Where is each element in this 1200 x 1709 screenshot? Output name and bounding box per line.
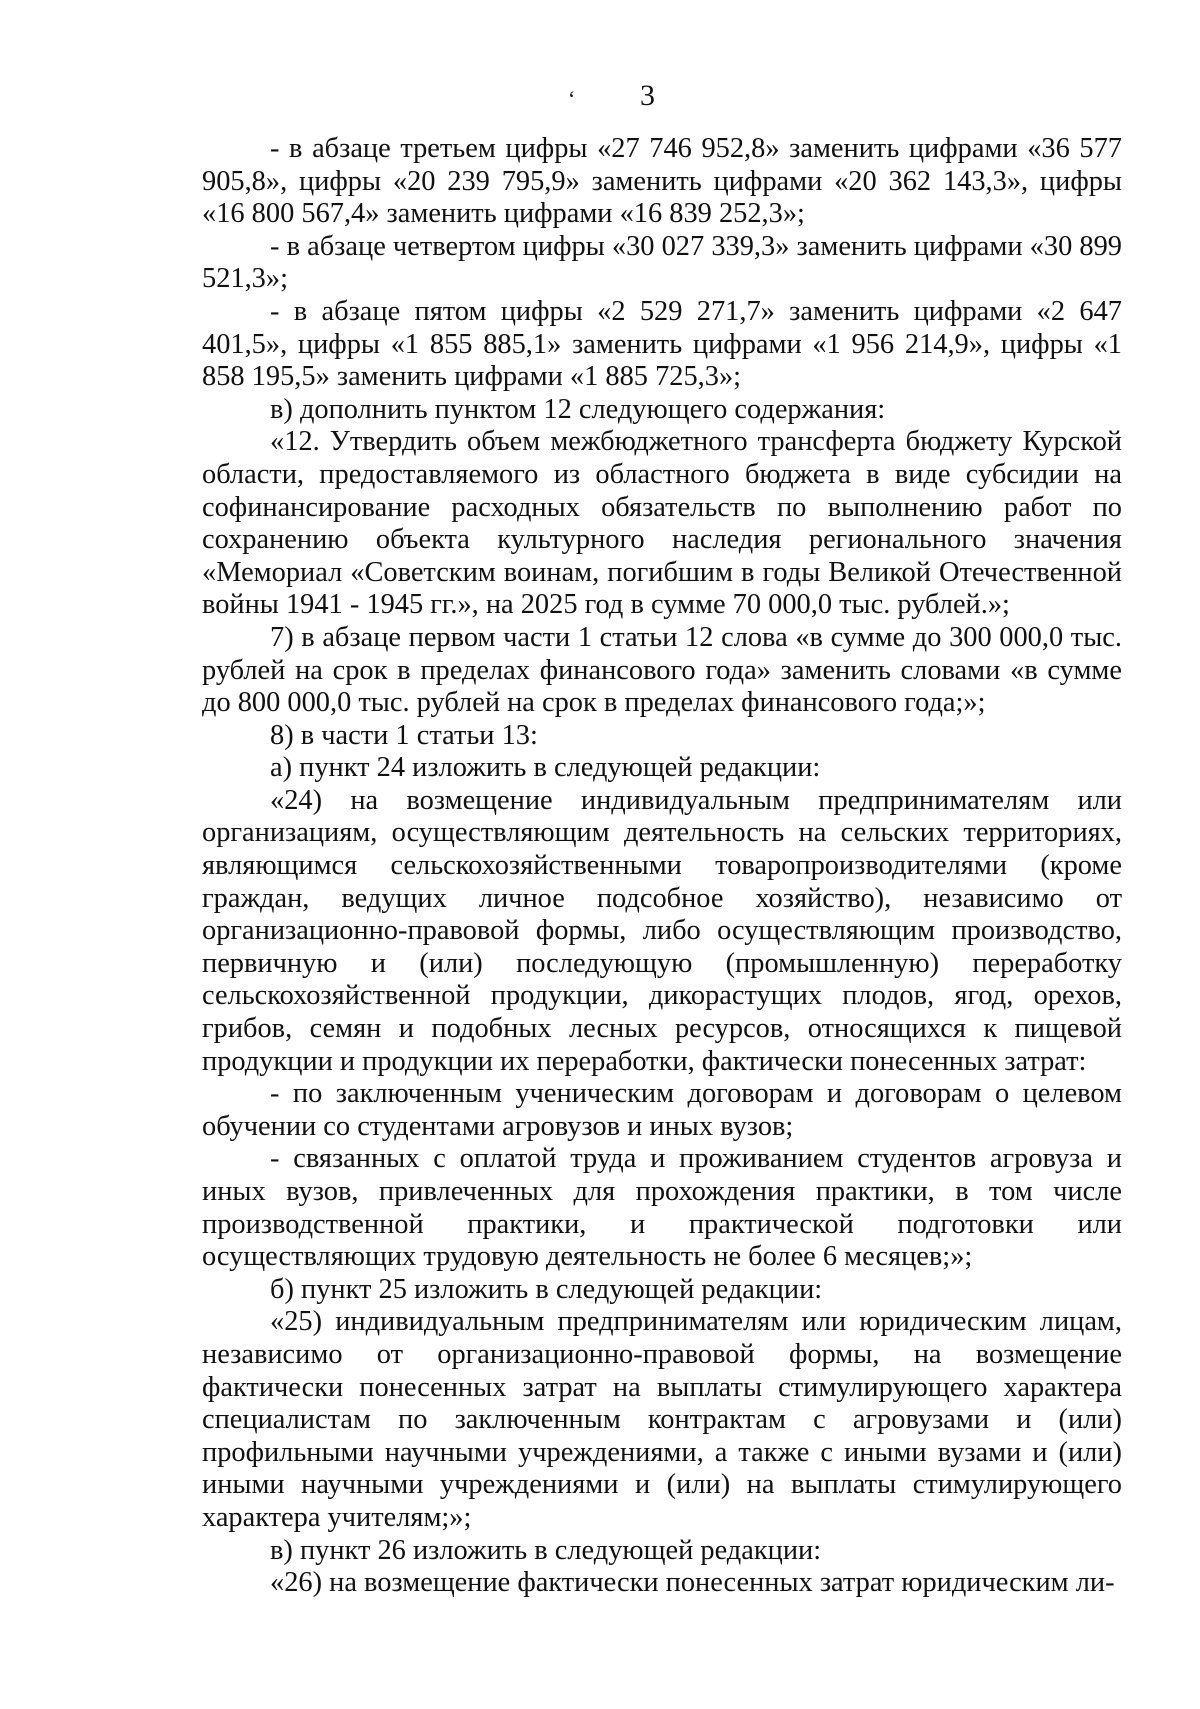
document-body [202, 133, 1122, 1600]
paragraph: 7) в абзаце первом части 1 статьи 12 слова «в сумме до 300 000,0 тыс. рублей на срок в пределах финансового года» заменить словами «в сумме до 800 000,0 тыс. рублей на срок в пределах финансового года;»; [202, 621, 1122, 719]
paragraph: а) пункт 24 изложить в следующей редакции: [270, 752, 821, 784]
paragraph: - в абзаце пятом цифры «2 529 271,7» заменить цифрами «2 647 401,5», цифры «1 855 885,1» заменить цифрами «1 956 214,9», цифры «1 858 195,5» заменить цифрами «1 885 725,3»; [202, 295, 1122, 393]
paragraph: «24) на возмещение индивидуальным предпринимателям или организациям, осуществляющим деятельность на сельских территориях, являющимся сельскохозяйственными товаропроизводителями (кроме граждан, ведущих личное подсобное хозяйство), независимо от организационно-правовой формы, либо осуществляющим производство, первичную и (или) последующую (промышленную) переработку сельскохозяйственной продукции, дикорастущих плодов, ягод, орехов, грибов, семян и подобных лесных ресурсов, относящихся к пищевой продукции и продукции их переработки, фактически понесенных затрат: [202, 784, 1122, 1077]
paragraph: «12. Утвердить объем межбюджетного трансферта бюджету Курской области, предоставляемого из областного бюджета в виде субсидии на софинансирование расходных обязательств по выполнению работ по сохранению объекта культурного наследия регионального значения «Мемориал «Советским воинам, погибшим в годы Великой Отечественной войны 1941 - 1945 гг.», на 2025 год в сумме 70 000,0 тыс. рублей.»; [202, 426, 1122, 621]
paragraph: «25) индивидуальным предпринимателям или юридическим лицам, независимо от организационно-правовой формы, на возмещение фактически понесенных затрат на выплаты стимулирующего характера специалистам по заключенным контрактам с агровузами и (или) профильными научными учреждениями, а также с иными вузами и (или) иными научными учреждениями и (или) на выплаты стимулирующего характера учителям;»; [202, 1306, 1122, 1533]
page-number: 3 [640, 79, 655, 112]
paragraph: - в абзаце четвертом цифры «30 027 339,3» заменить цифрами «30 899 521,3»; [202, 230, 1122, 295]
paragraph: - в абзаце третьем цифры «27 746 952,8» заменить цифрами «36 577 905,8», цифры «20 239 795,9» заменить цифрами «20 362 143,3», цифры «16 800 567,4» заменить цифрами «16 839 252,3»; [202, 133, 1122, 230]
paragraph: б) пункт 25 изложить в следующей редакции: [270, 1273, 823, 1305]
paragraph: 8) в части 1 статьи 13: [270, 719, 538, 751]
paragraph: в) пункт 26 изложить в следующей редакции: [270, 1534, 822, 1566]
paragraph: в) дополнить пунктом 12 следующего содержания: [270, 393, 886, 425]
paragraph: - связанных с оплатой труда и проживанием студентов агровуза и иных вузов, привлеченных для прохождения практики, в том числе производственной практики, и практической подготовки или осуществляющих трудовую деятельность не более 6 месяцев;»; [202, 1143, 1122, 1273]
paragraph: «26) на возмещение фактически понесенных затрат юридическим ли- [270, 1567, 1115, 1599]
paragraph: - по заключенным ученическим договорам и договорам о целевом обучении со студентами агровузов и иных вузов; [202, 1078, 1122, 1142]
scan-mark: ‘ [568, 86, 576, 111]
